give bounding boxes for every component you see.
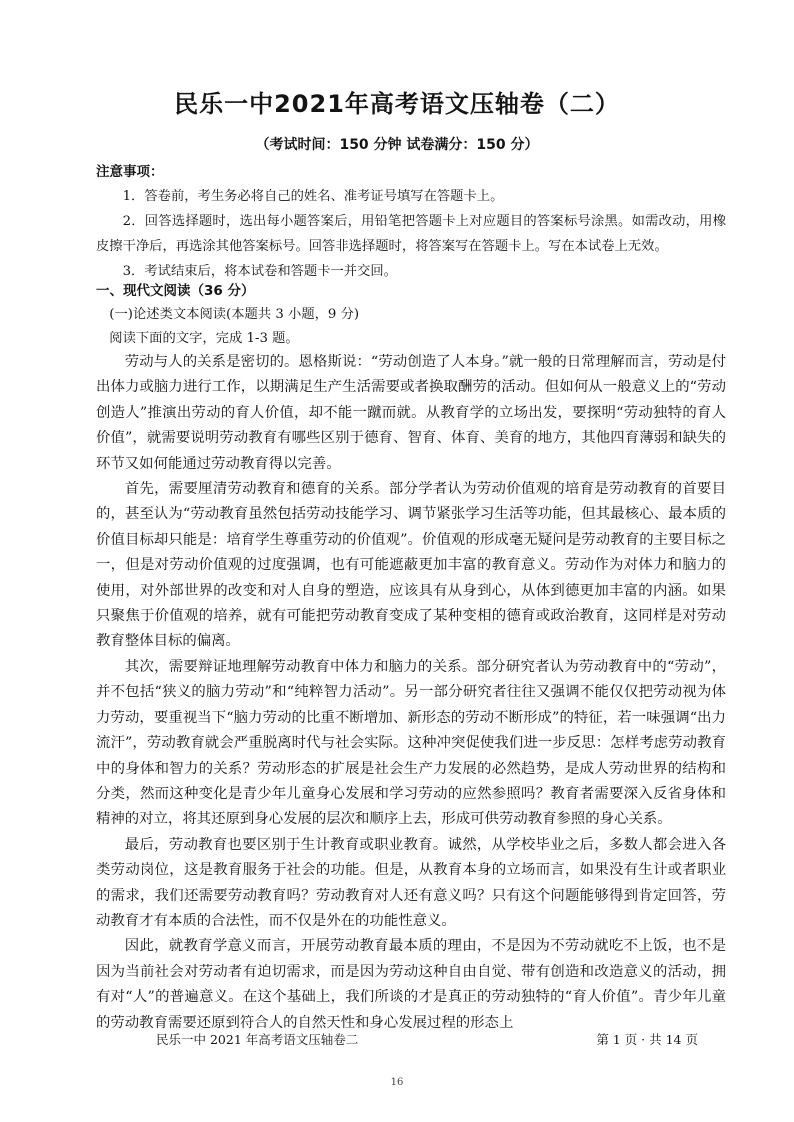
notes-list	[96, 184, 726, 284]
note-item: 3．考试结束后，将本试卷和答题卡一并交回。	[122, 264, 397, 279]
article-paragraph: 最后，劳动教育也要区别于生计教育或职业教育。诚然，从学校毕业之后，多数人都会进入各类劳动岗位，这是教育服务于社会的功能。但是，从教育本身的立场而言，如果没有生计或者职业的需求，我们还需要劳动教育吗？劳动教育对人还有意义吗？只有这个问题能够得到肯定回答，劳动教育才有本质的合法性，而不仅是外在的功能性意义。	[96, 836, 726, 929]
reading-article	[96, 350, 726, 1036]
footer-title: 民乐一中 2021 年高考语文压轴卷二	[156, 1032, 359, 1047]
reading-instruction: 阅读下面的文字，完成 1-3 题。	[109, 331, 299, 346]
footer-page-info: 第 1 页 · 共 14 页	[596, 1032, 698, 1047]
article-paragraph: 劳动与人的关系是密切的。恩格斯说：“劳动创造了人本身。”就一般的日常理解而言，劳动是付出体力或脑力进行工作，以期满足生产生活需要或者换取酬劳的活动。但如何从一般意义上的“劳动创造人”推演出劳动的育人价值，却不能一蹴而就。从教育学的立场出发，要探明“劳动独特的育人价值”，就需要说明劳动教育有哪些区别于德育、智育、体育、美育的地方，其他四育薄弱和缺失的环节又如何能通过劳动教育得以完善。	[96, 354, 726, 472]
section-heading: 一、现代文阅读（36 分）	[96, 283, 255, 299]
notes-heading: 注意事项：	[96, 164, 164, 180]
exam-info: （考试时间：150 分钟 试卷满分：150 分）	[255, 137, 539, 153]
page-number: 16	[390, 1077, 404, 1088]
sub-heading: (一)论述类文本阅读(本题共 3 小题，9 分)	[109, 307, 360, 322]
exam-title: 民乐一中2021年高考语文压轴卷（二）	[174, 90, 620, 118]
article-paragraph: 其次，需要辩证地理解劳动教育中体力和脑力的关系。部分研究者认为劳动教育中的“劳动”，并不包括“狭义的脑力劳动”和“纯粹智力活动”。另一部分研究者往往又强调不能仅仅把劳动视为体力劳动，要重视当下“脑力劳动的比重不断增加、新形态的劳动不断形成”的特征，若一味强调“出力流汗”，劳动教育就会严重脱离时代与社会实际。这种冲突促使我们进一步反思：怎样考虑劳动教育中的身体和智力的关系？劳动形态的扩展是社会生产力发展的必然趋势，是成人劳动世界的结构和分类，然而这种变化是青少年儿童身心发展和学习劳动的应然参照吗？教育者需要深入反省身体和精神的对立，将其还原到身心发展的层次和顺序上去，形成可供劳动教育参照的身心关系。	[96, 658, 726, 828]
article-paragraph: 首先，需要厘清劳动教育和德育的关系。部分学者认为劳动价值观的培育是劳动教育的首要目的，甚至认为“劳动教育虽然包括劳动技能学习、调节紧张学习生活等功能，但其最核心、最本质的价值目标却只能是：培育学生尊重劳动的价值观”。价值观的形成毫无疑问是劳动教育的主要目标之一，但是对劳动价值观的过度强调，也有可能遮蔽更加丰富的教育意义。劳动作为对体力和脑力的使用，对外部世界的改变和对人自身的塑造，应该具有从身到心，从体到德更加丰富的内涵。如果只聚焦于价值观的培养，就有可能把劳动教育变成了某种变相的德育或政治教育，这同样是对劳动教育整体目标的偏离。	[96, 481, 726, 650]
note-item: 1．答卷前，考生务必将自己的姓名、准考证号填写在答题卡上。	[122, 189, 504, 204]
note-item: 2．回答选择题时，选出每小题答案后，用铅笔把答题卡上对应题目的答案标号涂黑。如需改动，用橡皮擦干净后，再选涂其他答案标号。回答非选择题时，将答案写在答题卡上。写在本试卷上无效。	[96, 214, 726, 254]
article-paragraph: 因此，就教育学意义而言，开展劳动教育最本质的理由，不是因为不劳动就吃不上饭，也不是因为当前社会对劳动者有迫切需求，而是因为劳动这种自由自觉、带有创造和改造意义的活动，拥有对“人”的普遍意义。在这个基础上，我们所谈的才是真正的劳动独特的“育人价值”。青少年儿童的劳动教育需要还原到符合人的自然天性和身心发展过程的形态上	[96, 938, 726, 1031]
